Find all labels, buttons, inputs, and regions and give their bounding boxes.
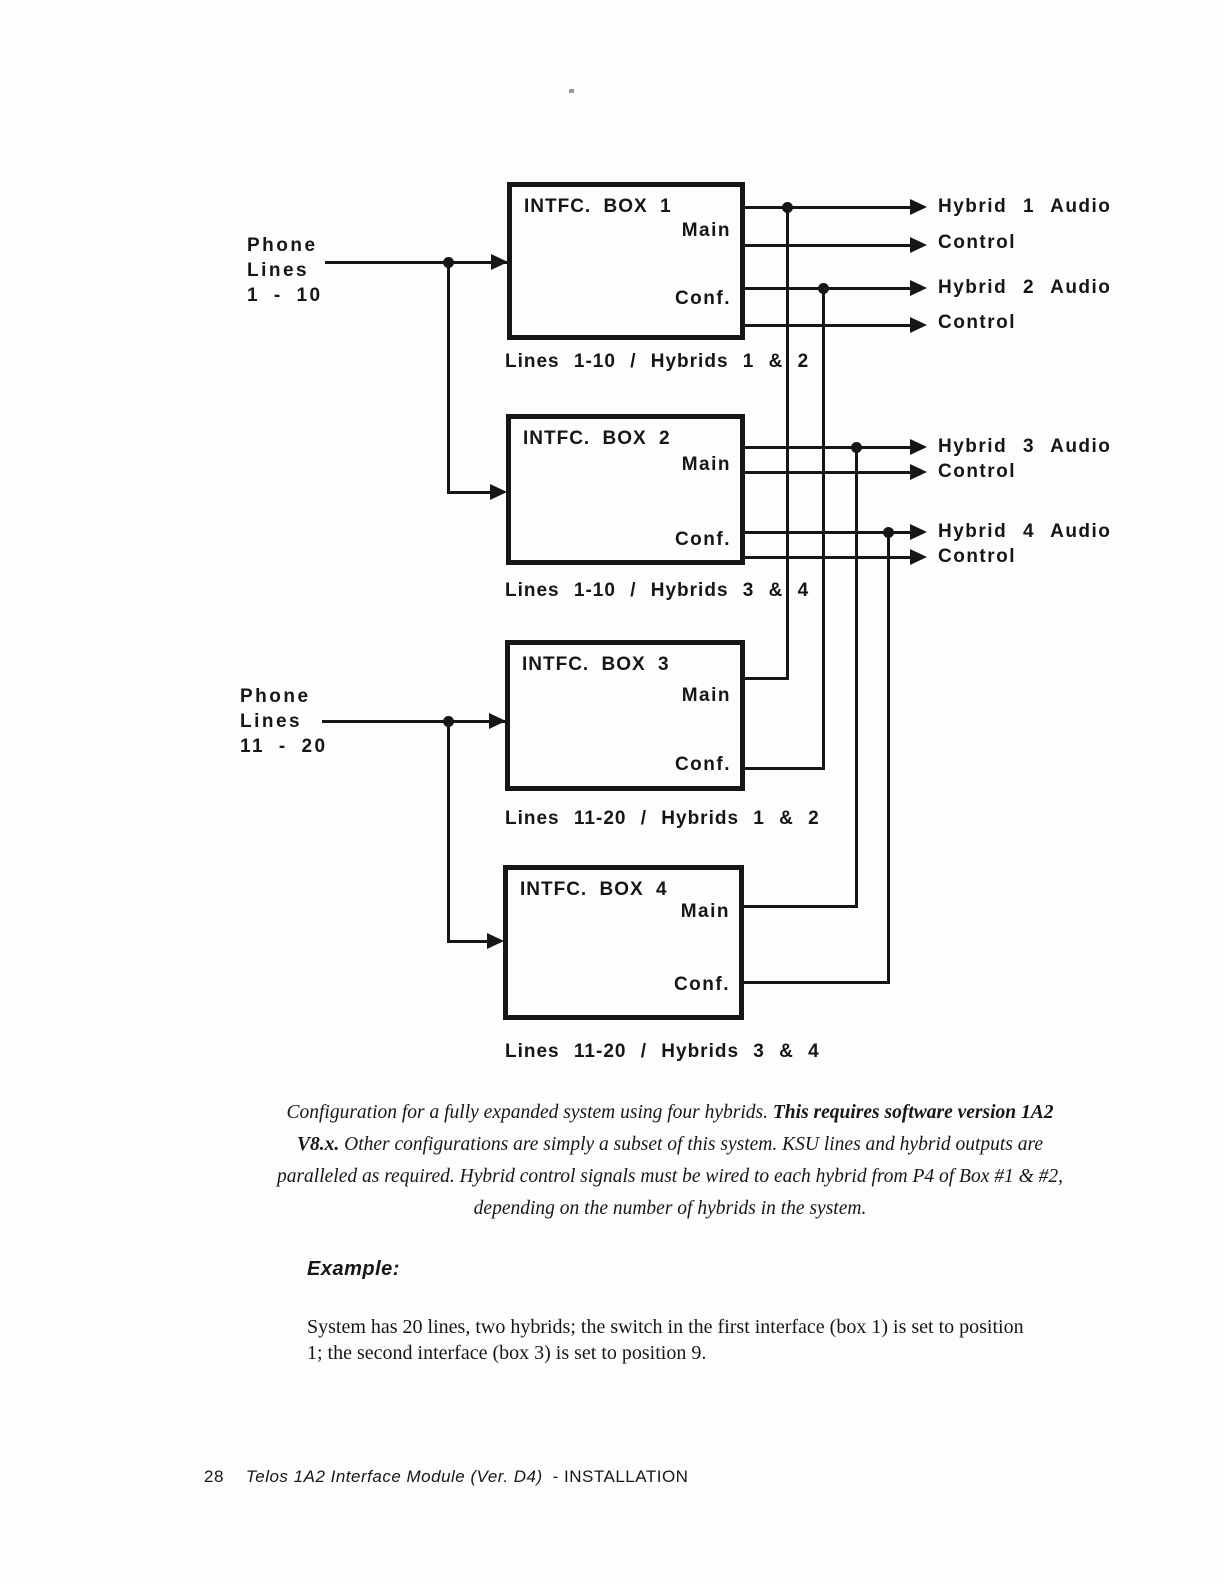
box-title: INTFC. BOX 1 bbox=[524, 196, 672, 217]
main-port-label: Main bbox=[681, 220, 731, 241]
wire-vertical bbox=[786, 206, 789, 679]
figure-caption-paragraph bbox=[270, 1097, 1070, 1225]
wire-vertical bbox=[822, 287, 825, 769]
box-3-caption: Lines 11-20 / Hybrids 1 & 2 bbox=[505, 808, 820, 829]
box-2-caption: Lines 1-10 / Hybrids 3 & 4 bbox=[505, 580, 810, 601]
arrow-right-icon bbox=[910, 464, 927, 480]
junction-dot bbox=[818, 283, 829, 294]
intfc-box-1 bbox=[507, 182, 745, 340]
wire-horizontal bbox=[744, 905, 858, 908]
junction-dot bbox=[443, 716, 454, 727]
arrow-right-icon bbox=[910, 549, 927, 565]
arrow-right-icon bbox=[910, 524, 927, 540]
caption-text-bold: This requires software version 1A2 V8.x. bbox=[296, 1102, 1054, 1155]
conf-port-label: Conf. bbox=[674, 288, 731, 309]
wire-horizontal bbox=[745, 206, 910, 209]
conf-port-label: Conf. bbox=[674, 529, 731, 550]
arrow-right-icon bbox=[491, 254, 508, 270]
wire-vertical bbox=[447, 720, 450, 943]
arrow-right-icon bbox=[910, 317, 927, 333]
wire-horizontal bbox=[744, 981, 890, 984]
hybrid-3-audio-label: Hybrid 3 Audio bbox=[938, 436, 1112, 457]
hybrid-4-control-label: Control bbox=[938, 546, 1017, 567]
wire-horizontal bbox=[745, 244, 910, 247]
caption-text: Other configurations are simply a subset of this system. KSU lines and hybrid outputs are paralleled as required. Hybrid control signals must be wired to each hybrid from P4 of Box #1 & #2, depending on the number of hybrids in the system. bbox=[276, 1134, 1064, 1219]
wire-horizontal bbox=[322, 720, 505, 723]
arrow-right-icon bbox=[910, 199, 927, 215]
intfc-box-3 bbox=[505, 640, 745, 791]
phone-lines-1-10-label bbox=[247, 233, 323, 308]
junction-dot bbox=[782, 202, 793, 213]
wire-vertical bbox=[887, 531, 890, 983]
junction-dot bbox=[883, 527, 894, 538]
arrow-right-icon bbox=[487, 933, 504, 949]
phone-label-line: Phone bbox=[240, 686, 311, 707]
example-body-text: System has 20 lines, two hybrids; the switch in the first interface (box 1) is set to position 1; the second interface (box 3) is set to position 9. bbox=[307, 1316, 1024, 1364]
caption-text: Configuration for a fully expanded system using four hybrids. bbox=[286, 1102, 773, 1123]
phone-label-line: 11 - 20 bbox=[240, 736, 328, 757]
arrow-right-icon bbox=[489, 713, 506, 729]
hybrid-2-audio-label: Hybrid 2 Audio bbox=[938, 277, 1112, 298]
box-title: INTFC. BOX 4 bbox=[520, 879, 668, 900]
footer-section: - INSTALLATION bbox=[552, 1467, 689, 1486]
hybrid-2-control-label: Control bbox=[938, 312, 1017, 333]
wire-horizontal bbox=[745, 677, 789, 680]
wire-vertical bbox=[447, 261, 450, 493]
wire-horizontal bbox=[325, 261, 507, 264]
main-port-label: Main bbox=[681, 454, 731, 475]
arrow-right-icon bbox=[490, 484, 507, 500]
scan-artifact-dot bbox=[569, 89, 574, 93]
hybrid-3-control-label: Control bbox=[938, 461, 1017, 482]
wire-horizontal bbox=[745, 471, 910, 474]
box-title: INTFC. BOX 2 bbox=[523, 428, 671, 449]
hybrid-1-control-label: Control bbox=[938, 232, 1017, 253]
junction-dot bbox=[851, 442, 862, 453]
box-4-caption: Lines 11-20 / Hybrids 3 & 4 bbox=[505, 1041, 820, 1062]
phone-label-line: Lines bbox=[247, 260, 310, 281]
wire-horizontal bbox=[447, 940, 489, 943]
phone-label-line: Phone bbox=[247, 235, 318, 256]
example-heading: Example: bbox=[307, 1258, 400, 1280]
intfc-box-2 bbox=[506, 414, 745, 565]
conf-port-label: Conf. bbox=[673, 974, 730, 995]
wire-horizontal bbox=[745, 556, 910, 559]
page-footer bbox=[204, 1467, 688, 1487]
wire-horizontal bbox=[745, 324, 910, 327]
wire-horizontal bbox=[447, 491, 492, 494]
wire-vertical bbox=[855, 446, 858, 907]
arrow-right-icon bbox=[910, 439, 927, 455]
box-title: INTFC. BOX 3 bbox=[522, 654, 670, 675]
hybrid-4-audio-label: Hybrid 4 Audio bbox=[938, 521, 1112, 542]
phone-label-line: Lines bbox=[240, 711, 303, 732]
arrow-right-icon bbox=[910, 280, 927, 296]
main-port-label: Main bbox=[680, 901, 730, 922]
box-1-caption: Lines 1-10 / Hybrids 1 & 2 bbox=[505, 351, 810, 372]
page-number: 28 bbox=[204, 1467, 224, 1486]
main-port-label: Main bbox=[681, 685, 731, 706]
wire-horizontal bbox=[745, 767, 825, 770]
hybrid-1-audio-label: Hybrid 1 Audio bbox=[938, 196, 1112, 217]
arrow-right-icon bbox=[910, 237, 927, 253]
phone-label-line: 1 - 10 bbox=[247, 285, 323, 306]
intfc-box-4 bbox=[503, 865, 744, 1020]
phone-lines-11-20-label bbox=[240, 684, 328, 759]
footer-doc-title: Telos 1A2 Interface Module (Ver. D4) bbox=[245, 1467, 543, 1486]
wire-horizontal bbox=[745, 446, 910, 449]
junction-dot bbox=[443, 257, 454, 268]
conf-port-label: Conf. bbox=[674, 754, 731, 775]
